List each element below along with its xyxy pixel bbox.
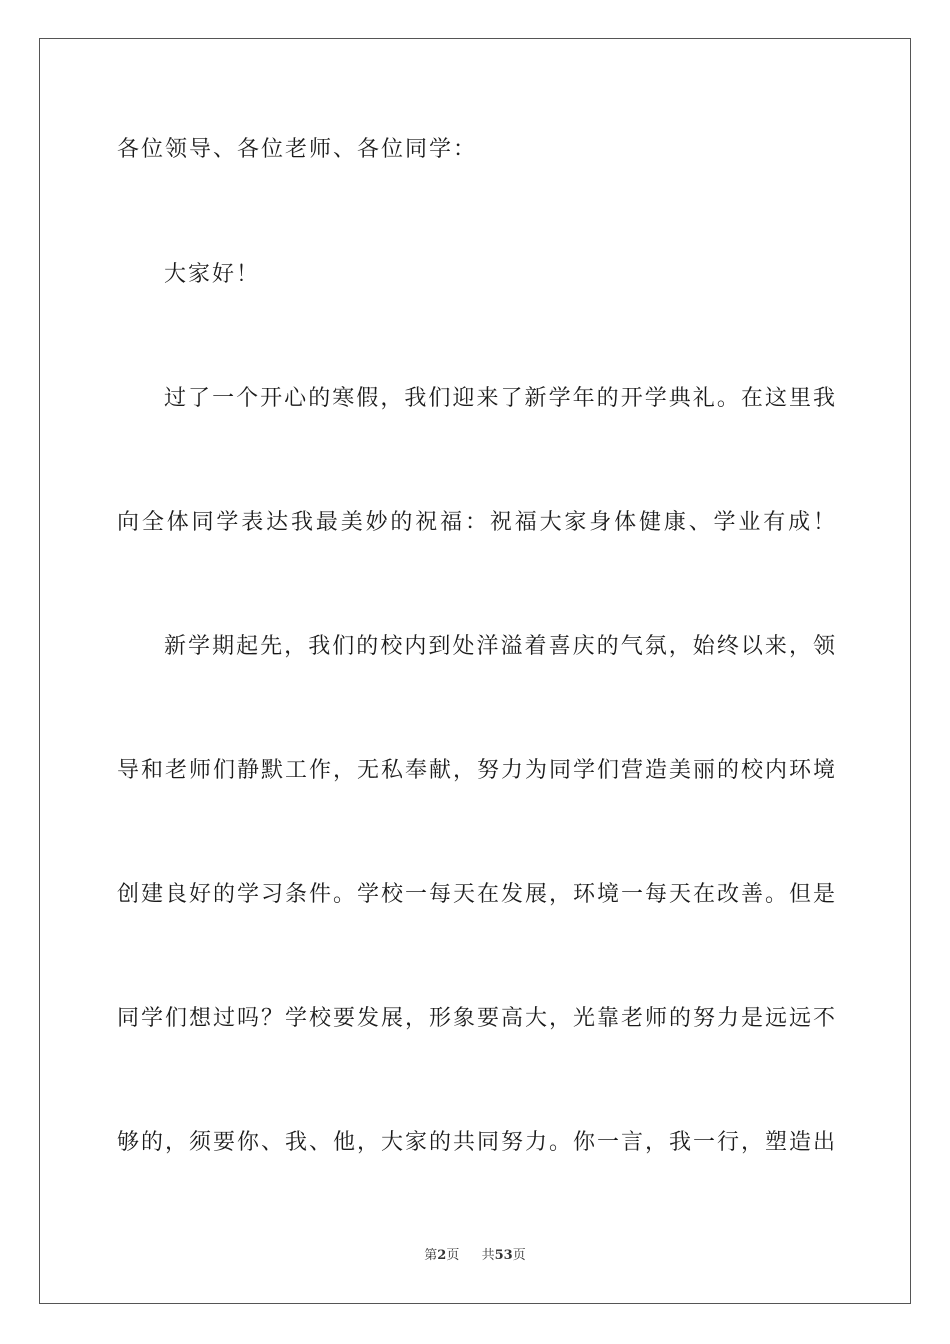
total-pages: 53: [494, 1248, 513, 1263]
page-indicator: [424, 1247, 459, 1265]
paragraph-line-2: 向全体同学表达我最美妙的祝福：祝福大家身体健康、学业有成！: [117, 510, 837, 535]
page-frame: [39, 38, 911, 1304]
total-suffix: 页: [512, 1248, 526, 1263]
page-footer: [0, 1247, 950, 1265]
paragraph-line-5: 创建良好的学习条件。学校一每天在发展，环境一每天在改善。但是: [117, 882, 837, 907]
total-prefix: 共: [481, 1248, 495, 1263]
paragraph-line-7: 够的，须要你、我、他，大家的共同努力。你一言，我一行，塑造出: [117, 1130, 837, 1155]
salutation-line: 各位领导、各位老师、各位同学：: [117, 137, 478, 162]
page-number: 2: [437, 1248, 447, 1263]
greeting-line: 大家好！: [164, 262, 261, 287]
paragraph-line-3: 新学期起先，我们的校内到处洋溢着喜庆的气氛，始终以来，领: [164, 634, 837, 659]
paragraph-line-1: 过了一个开心的寒假，我们迎来了新学年的开学典礼。在这里我: [164, 386, 837, 411]
paragraph-line-4: 导和老师们静默工作，无私奉献，努力为同学们营造美丽的校内环境: [117, 758, 837, 783]
page-suffix: 页: [446, 1248, 460, 1263]
total-pages-indicator: [482, 1247, 526, 1265]
paragraph-line-6: 同学们想过吗？学校要发展，形象要高大，光靠老师的努力是远远不: [117, 1006, 837, 1031]
page-prefix: 第: [424, 1248, 438, 1263]
